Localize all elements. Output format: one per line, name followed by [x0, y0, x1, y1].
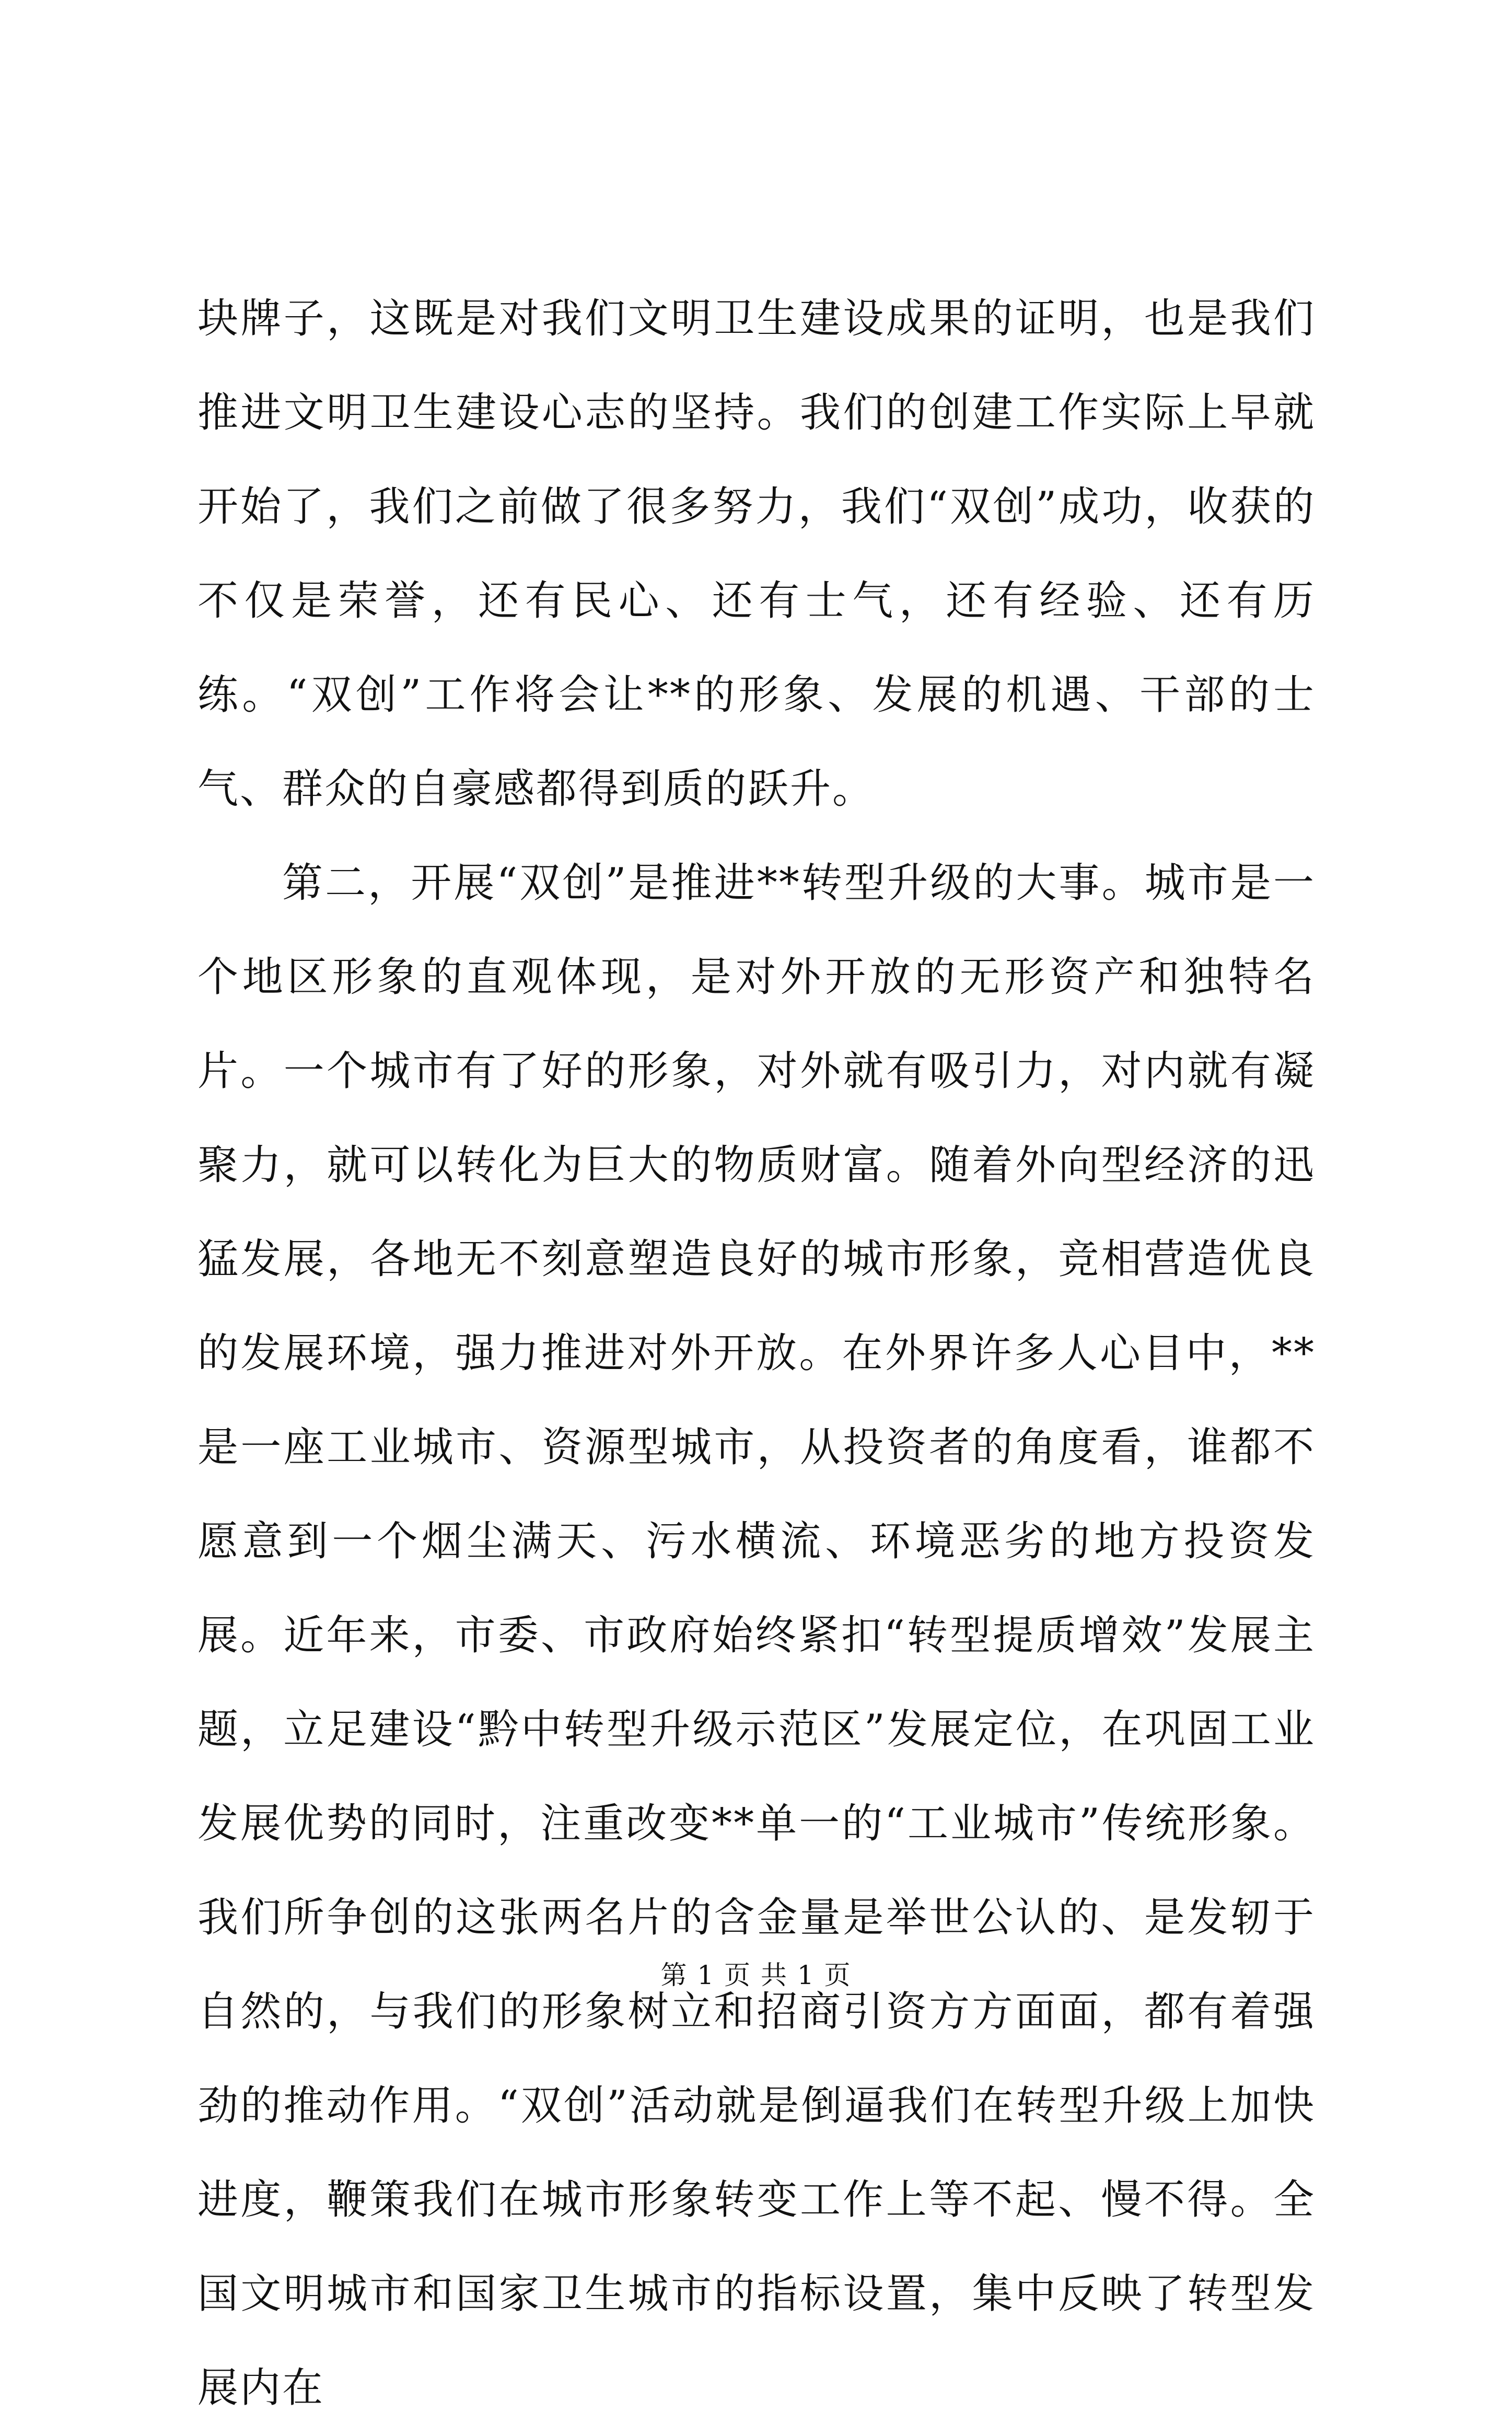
page-footer: 第 1 页 共 1 页 — [660, 1960, 852, 1990]
document-body — [197, 272, 1316, 2435]
paragraph-2: 第二，开展“双创”是推进**转型升级的大事。城市是一个地区形象的直观体现，是对外开放的无形资产和独特名片。一个城市有了好的形象，对外就有吸引力，对内就有凝聚力，就可以转化为巨大的物质财富。随着外向型经济的迅猛发展，各地无不刻意塑造良好的城市形象，竞相营造优良的发展环境，强力推进对外开放。在外界许多人心目中，**是一座工业城市、资源型城市，从投资者的角度看，谁都不愿意到一个烟尘满天、污水横流、环境恶劣的地方投资发展。近年来，市委、市政府始终紧扣“转型提质增效”发展主题，立足建设“黔中转型升级示范区”发展定位，在巩固工业发展优势的同时，注重改变**单一的“工业城市”传统形象。我们所争创的这张两名片的含金量是举世公认的、是发轫于自然的，与我们的形象树立和招商引资方方面面，都有着强劲的推动作用。“双创”活动就是倒逼我们在转型升级上加快进度，鞭策我们在城市形象转变工作上等不起、慢不得。全国文明城市和国家卫生城市的指标设置，集中反映了转型发展内在 — [197, 860, 1316, 2411]
paragraph-1: 块牌子，这既是对我们文明卫生建设成果的证明，也是我们推进文明卫生建设心志的坚持。我们的创建工作实际上早就开始了，我们之前做了很多努力，我们“双创”成功，收获的不仅是荣誉，还有民心、还有士气，还有经验、还有历练。“双创”工作将会让**的形象、发展的机遇、干部的士气、群众的自豪感都得到质的跃升。 — [197, 295, 1316, 813]
